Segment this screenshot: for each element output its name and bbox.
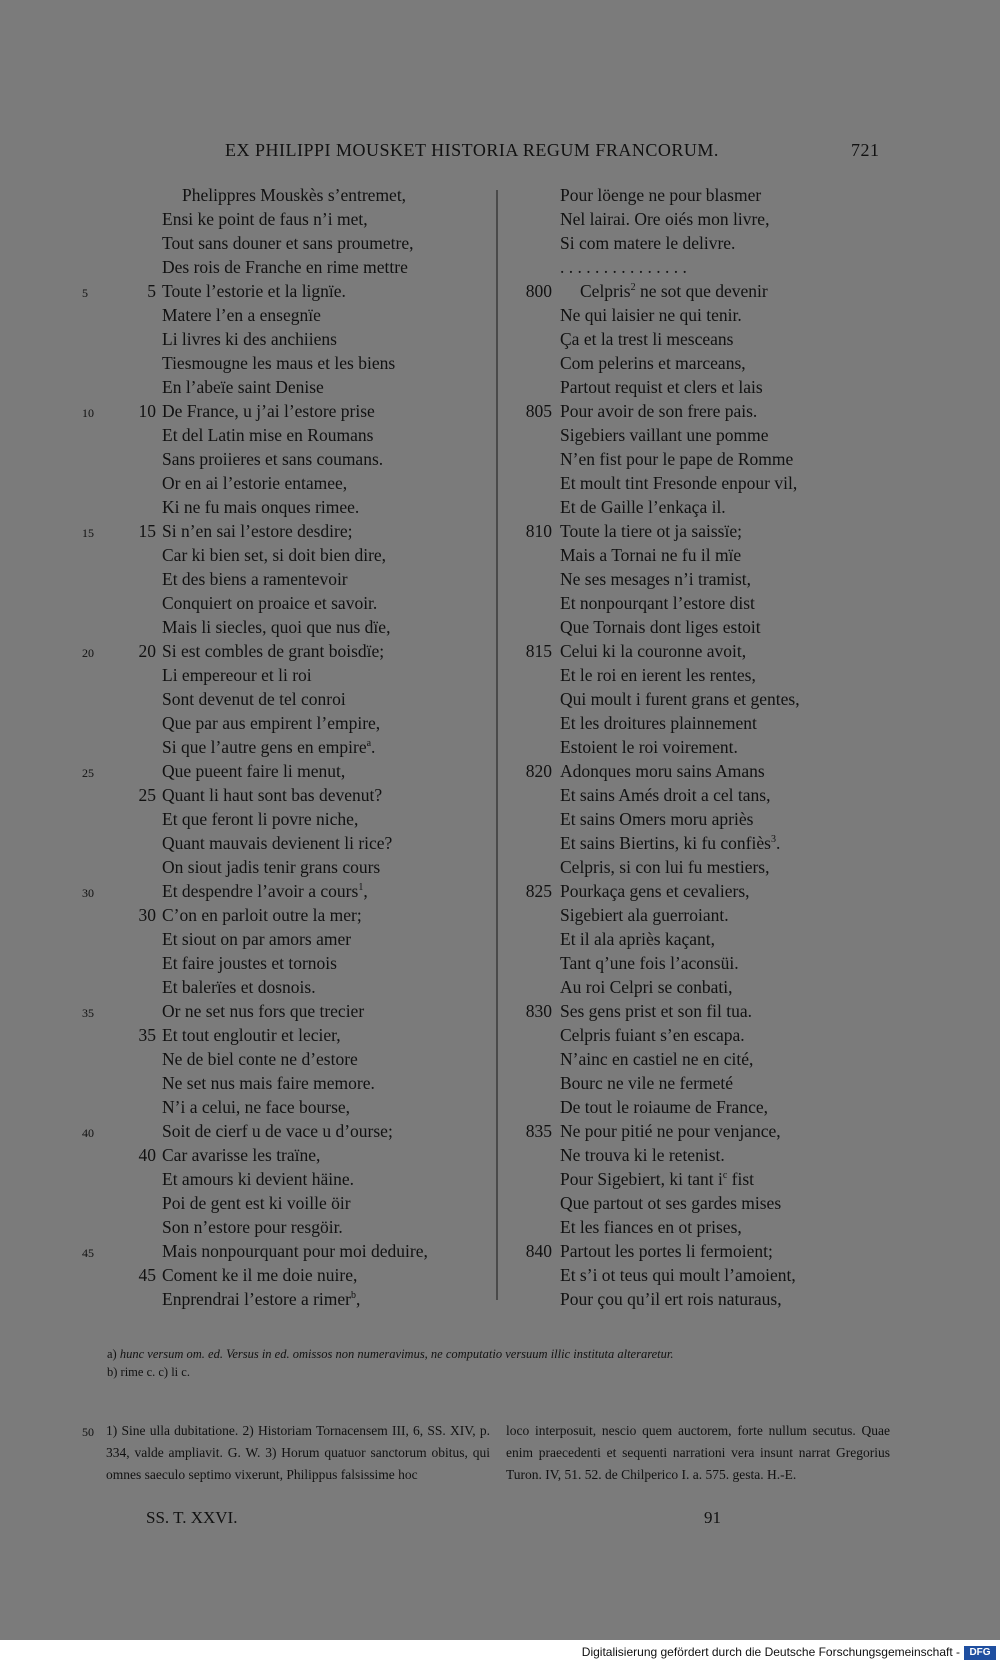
verse-number: 810 [525, 521, 552, 541]
verse-text: N’ainc en castiel ne en cité, [560, 1049, 754, 1069]
footnote-marker: b [351, 1290, 357, 1302]
verse-text: Son n’estore pour resgöir. [162, 1217, 343, 1237]
verse-line [162, 495, 359, 519]
verse-text: Ki ne fu mais onques rimee. [162, 497, 360, 517]
verse-text-tail: , [356, 1289, 361, 1309]
verse-line [162, 1071, 375, 1095]
volume-signature: SS. T. XXVI. [146, 1508, 238, 1527]
verse-line [162, 831, 392, 855]
verse-text: Et sains Amés droit a cel tans, [560, 785, 771, 805]
verse-number: 805 [525, 401, 552, 421]
verse-line [560, 471, 797, 495]
verse-line [560, 735, 738, 759]
verse-line [560, 1143, 725, 1167]
verse-line [560, 1023, 745, 1047]
verse-text: Quant li haut sont bas devenut? [162, 785, 383, 805]
verse-line [162, 639, 384, 663]
verse-text: . . . . . . . . . . . . . . . [560, 257, 687, 277]
verse-text: Ça et la trest li mesceans [560, 329, 734, 349]
verse-text: Et des biens a ramentevoir [162, 569, 348, 589]
verse-line [560, 423, 769, 447]
verse-text-tail: , [363, 881, 368, 901]
verse-text: Celpris, si con lui fu mestiers, [560, 857, 770, 877]
margin-line-number: 35 [82, 1006, 94, 1020]
verse-text: Bourc ne vile ne fermeté [560, 1073, 733, 1093]
verse-line [560, 807, 753, 831]
verse-line [162, 855, 380, 879]
verse-line [560, 663, 756, 687]
verse-text: Ne pour pitié ne pour venjance, [560, 1121, 781, 1141]
verse-text: De tout le roiaume de France, [560, 1097, 768, 1117]
verse-line [560, 687, 800, 711]
note-a: a) hunc versum om. ed. Versus in ed. omissos non numeravimus, ne computatio versuum illic instituta alteraretur. [107, 1347, 674, 1361]
verse-text: N’i a celui, ne face bourse, [162, 1097, 351, 1117]
verse-text: Matere l’en a ensegnïe [162, 305, 321, 325]
verse-line [560, 567, 751, 591]
verse-text: Ses gens prist et son fil tua. [560, 1001, 752, 1021]
verse-text-tail: fist [727, 1169, 755, 1189]
verse-text: Et les fiances en ot prises, [560, 1217, 742, 1237]
verse-text: Poi de gent est ki voille öir [162, 1193, 351, 1213]
verse-text: Ne de biel conte ne d’estore [162, 1049, 358, 1069]
verse-line [560, 1071, 733, 1095]
verse-text: Et faire joustes et tornois [162, 953, 337, 973]
verse-text: Sigebiert ala guerroiant. [560, 905, 729, 925]
verse-text: Sigebiers vaillant une pomme [560, 425, 769, 445]
verse-number: 30 [138, 905, 156, 925]
verse-text: En l’abeïe saint Denise [162, 377, 324, 397]
verse-line [162, 567, 348, 591]
verse-number: 840 [525, 1241, 552, 1261]
verse-line [162, 279, 346, 303]
verse-text: Que par aus empirent l’empire, [162, 713, 381, 733]
verse-number: 40 [138, 1145, 156, 1165]
digitization-text: Digitalisierung gefördert durch die Deutsche Forschungsgemeinschaft - [581, 1645, 960, 1659]
verse-line [560, 495, 726, 519]
verse-line [560, 927, 715, 951]
verse-text: Et nonpourqant l’estore dist [560, 593, 755, 613]
verse-line [560, 879, 750, 903]
verse-number: 25 [138, 785, 156, 805]
verse-line [162, 591, 377, 615]
verse-text: Si com matere le delivre. [560, 233, 736, 253]
note-b-c: b) rime c. c) li c. [107, 1365, 190, 1379]
verse-text: Mais li siecles, quoi que nus dïe, [162, 617, 391, 637]
verse-line [560, 975, 733, 999]
verse-text: Pourkaça gens et cevaliers, [560, 881, 750, 901]
verse-text: Et de Gaille l’enkaça il. [560, 497, 726, 517]
verse-line [162, 375, 324, 399]
verse-line [162, 327, 337, 351]
verse-line [162, 519, 353, 543]
verse-line [560, 351, 746, 375]
verse-text: Ne ses mesages n’i tramist, [560, 569, 751, 589]
verse-line [162, 1047, 358, 1071]
verse-line [560, 711, 757, 735]
verse-line [162, 999, 364, 1023]
verse-number: 45 [138, 1265, 156, 1285]
verse-text: Pour avoir de son frere pais. [560, 401, 758, 421]
verse-line [560, 1167, 754, 1191]
verse-text: Partout requist et clers et lais [560, 377, 763, 397]
verse-line [162, 1167, 354, 1191]
verse-text: Quant mauvais devienent li rice? [162, 833, 393, 853]
verse-text: Sans proiieres et sans coumans. [162, 449, 384, 469]
verse-text: Que partout ot ses gardes mises [560, 1193, 782, 1213]
verse-text: Au roi Celpri se conbati, [560, 977, 733, 997]
verse-line [162, 879, 368, 903]
verse-number: 820 [525, 761, 552, 781]
verse-line [560, 375, 763, 399]
verse-line [560, 1119, 781, 1143]
verse-number: 800 [525, 281, 552, 301]
verse-text: Et amours ki devient häine. [162, 1169, 354, 1189]
verse-line [560, 183, 761, 207]
verse-line [560, 543, 741, 567]
verse-line [560, 207, 769, 231]
verse-number: 830 [525, 1001, 552, 1021]
verse-text: Qui moult i furent grans et gentes, [560, 689, 800, 709]
verse-line [162, 615, 390, 639]
verse-text: Enprendrai l’estore a rimer [162, 1289, 352, 1309]
footnote-marker: a [366, 738, 372, 750]
margin-line-number: 40 [82, 1126, 94, 1140]
verse-text: De France, u j’ai l’estore prise [162, 401, 375, 421]
verse-line [560, 999, 752, 1023]
verse-number: 815 [525, 641, 552, 661]
verse-line [162, 471, 347, 495]
verse-text: Celpris fuiant s’en escapa. [560, 1025, 745, 1045]
verse-text: Et il ala apriès kaçant, [560, 929, 715, 949]
verse-text: Et tout engloutir et lecier, [162, 1025, 341, 1045]
margin-line-number: 20 [82, 646, 94, 660]
verse-text: Nel lairai. Ore oiés mon livre, [560, 209, 770, 229]
verse-text: Adonques moru sains Amans [560, 761, 765, 781]
verse-line [162, 783, 382, 807]
verse-text-tail: . [775, 833, 781, 853]
verse-text: C’on en parloit outre la mer; [162, 905, 362, 925]
verse-line [560, 1263, 796, 1287]
verse-line [560, 783, 770, 807]
verse-line [560, 759, 765, 783]
column-rule [496, 190, 498, 1300]
verse-text: Celui ki la couronne avoit, [560, 641, 747, 661]
verse-line [162, 1287, 360, 1311]
verse-line [162, 423, 373, 447]
verse-text: Des rois de Franche en rime mettre [162, 257, 408, 277]
verse-text: Et del Latin mise en Roumans [162, 425, 374, 445]
footnote-right: loco interposuit, nescio quem auctorem, forte nullum secutus. Quae enim praecedenti et sequenti narrationi vera insunt narrat Gregorius Turon. IV, 51. 52. de Chilperico I. a. 575. gesta. H.-E. [506, 1423, 890, 1482]
verse-line [162, 351, 395, 375]
verse-text: Mais nonpourquant pour moi deduire, [162, 1241, 428, 1261]
verse-text: Et s’i ot teus qui moult l’amoient, [560, 1265, 796, 1285]
verse-number: 835 [525, 1121, 552, 1141]
verse-line [560, 399, 757, 423]
verse-line [560, 1191, 781, 1215]
running-header [0, 140, 1000, 166]
margin-line-number: 25 [82, 766, 94, 780]
verse-line [560, 951, 739, 975]
margin-line-number: 30 [82, 886, 94, 900]
verse-line [560, 519, 742, 543]
verse-line [162, 399, 375, 423]
verse-text: Sont devenut de tel conroi [162, 689, 346, 709]
verse-line [162, 1215, 343, 1239]
verse-line [162, 903, 362, 927]
verse-line [560, 615, 761, 639]
verse-line [162, 1095, 350, 1119]
verse-text: Tout sans douner et sans proumetre, [162, 233, 414, 253]
page-title: EX PHILIPPI MOUSKET HISTORIA REGUM FRANCORUM. [225, 140, 719, 160]
verse-line [162, 807, 358, 831]
margin-line-number: 50 [82, 1425, 94, 1439]
verse-line [162, 687, 346, 711]
verse-line [560, 327, 733, 351]
margin-line-number: 45 [82, 1246, 94, 1260]
critical-notes [107, 1345, 897, 1381]
verse-text: Or ne set nus fors que trecier [162, 1001, 365, 1021]
verse-number: 825 [525, 881, 552, 901]
footnote-marker: c [722, 1170, 728, 1182]
verse-text: Soit de cierf u de vace u d’ourse; [162, 1121, 393, 1141]
verse-text: N’en fist pour le pape de Romme [560, 449, 794, 469]
verse-line [162, 1191, 351, 1215]
digitization-banner [0, 1640, 1000, 1665]
verse-text: Si n’en sai l’estore desdire; [162, 521, 353, 541]
verse-line [580, 279, 768, 303]
verse-line [560, 1095, 768, 1119]
verse-line [162, 207, 368, 231]
verse-text: Toute l’estorie et la lignïe. [162, 281, 346, 301]
verse-text: Ensi ke point de faus n’i met, [162, 209, 368, 229]
verse-text: Et les droitures plainnement [560, 713, 757, 733]
verse-text: Tiesmougne les maus et les biens [162, 353, 396, 373]
verse-line [560, 447, 793, 471]
verse-text: Ne trouva ki le retenist. [560, 1145, 725, 1165]
verse-line [560, 255, 687, 279]
verse-text: Pour çou qu’il ert rois naturaus, [560, 1289, 782, 1309]
margin-line-number: 10 [82, 406, 94, 420]
verse-text: Mais a Tornai ne fu il mïe [560, 545, 742, 565]
verse-line [162, 735, 375, 759]
verse-line [182, 183, 406, 207]
verse-line [560, 1239, 773, 1263]
verse-line [162, 927, 351, 951]
verse-text: Tant q’une fois l’aconsüi. [560, 953, 739, 973]
verse-text: Li livres ki des anchiiens [162, 329, 337, 349]
verse-line [162, 711, 380, 735]
dfg-logo: DFG [964, 1646, 996, 1660]
verse-line [560, 903, 729, 927]
verse-number: 15 [138, 521, 156, 541]
verse-line [162, 447, 383, 471]
verse-line [162, 303, 321, 327]
verse-text: Et que feront li povre niche, [162, 809, 359, 829]
verse-text: Et sains Biertins, ki fu confiès [560, 833, 771, 853]
verse-line [162, 543, 386, 567]
verse-text: Coment ke il me doie nuire, [162, 1265, 358, 1285]
verse-line [162, 1143, 320, 1167]
verse-text: Celpris [580, 281, 631, 301]
verse-number: 35 [138, 1025, 156, 1045]
verse-line [560, 303, 742, 327]
verse-text: Si est combles de grant boisdïe; [162, 641, 385, 661]
verse-text: Partout les portes li fermoient; [560, 1241, 773, 1261]
sheet-number: 91 [704, 1508, 721, 1527]
verse-text: Et sains Omers moru apriès [560, 809, 754, 829]
verse-line [560, 639, 746, 663]
verse-text: Car avarisse les traïne, [162, 1145, 321, 1165]
verse-line [162, 1119, 393, 1143]
verse-text: Que pueent faire li menut, [162, 761, 346, 781]
verse-line [162, 759, 345, 783]
verse-text: Pour Sigebiert, ki tant i [560, 1169, 723, 1189]
verse-number: 10 [138, 401, 156, 421]
verse-text: Ne qui laisier ne qui tenir. [560, 305, 742, 325]
verse-line [162, 1023, 341, 1047]
verse-text: Et despendre l’avoir a cours [162, 881, 359, 901]
verse-line [162, 1239, 428, 1263]
footnote-marker: 2 [630, 282, 636, 294]
verse-text: Pour löenge ne pour blasmer [560, 185, 762, 205]
verse-text: Estoient le roi voirement. [560, 737, 738, 757]
verse-text: Si que l’autre gens en empire [162, 737, 367, 757]
verse-number: 20 [138, 641, 156, 661]
verse-line [560, 231, 735, 255]
margin-line-number: 5 [82, 286, 88, 300]
verse-text-tail: . [371, 737, 376, 757]
page-number: 721 [851, 140, 880, 160]
verse-text: Et moult tint Fresonde enpour vil, [560, 473, 798, 493]
verse-line [162, 255, 408, 279]
verse-text: Com pelerins et marceans, [560, 353, 746, 373]
verse-text: On siout jadis tenir grans cours [162, 857, 381, 877]
verse-text: Conquiert on proaice et savoir. [162, 593, 378, 613]
verse-text: Et balerïes et dosnois. [162, 977, 316, 997]
footnote-marker: 3 [770, 834, 776, 846]
verse-text: Toute la tiere ot ja saissïe; [560, 521, 742, 541]
verse-line [560, 831, 780, 855]
verse-text: Que Tornais dont liges estoit [560, 617, 761, 637]
verse-line [560, 1047, 753, 1071]
verse-text: Or en ai l’estorie entamee, [162, 473, 348, 493]
verse-text: Et le roi en ierent les rentes, [560, 665, 756, 685]
verse-line [560, 1287, 782, 1311]
footnote-left: 1) Sine ulla dubitatione. 2) Historiam Tornacensem III, 6, SS. XIV, p. 334, valde ampliavit. G. W. 3) Horum quatuor sanctorum obitus, qui omnes saeculo septimo vixerunt, Philippus falsissime hoc [106, 1423, 490, 1482]
footnote-marker: 1 [358, 882, 364, 894]
verse-line [162, 951, 337, 975]
verse-line [162, 231, 414, 255]
verse-text: Et siout on par amors amer [162, 929, 352, 949]
verse-line [162, 1263, 357, 1287]
verse-line [560, 591, 755, 615]
verse-text: Ne set nus mais faire memore. [162, 1073, 375, 1093]
verse-text: Phelippres Mouskès s’entremet, [182, 185, 407, 205]
verse-line [560, 1215, 742, 1239]
verse-line [162, 663, 312, 687]
verse-text: Car ki bien set, si doit bien dire, [162, 545, 387, 565]
verse-number: 5 [147, 281, 156, 301]
verse-line [162, 975, 316, 999]
verse-text: Li empereour et li roi [162, 665, 312, 685]
verse-text-tail: ne sot que devenir [635, 281, 768, 301]
verse-line [560, 855, 770, 879]
margin-line-number: 15 [82, 526, 94, 540]
